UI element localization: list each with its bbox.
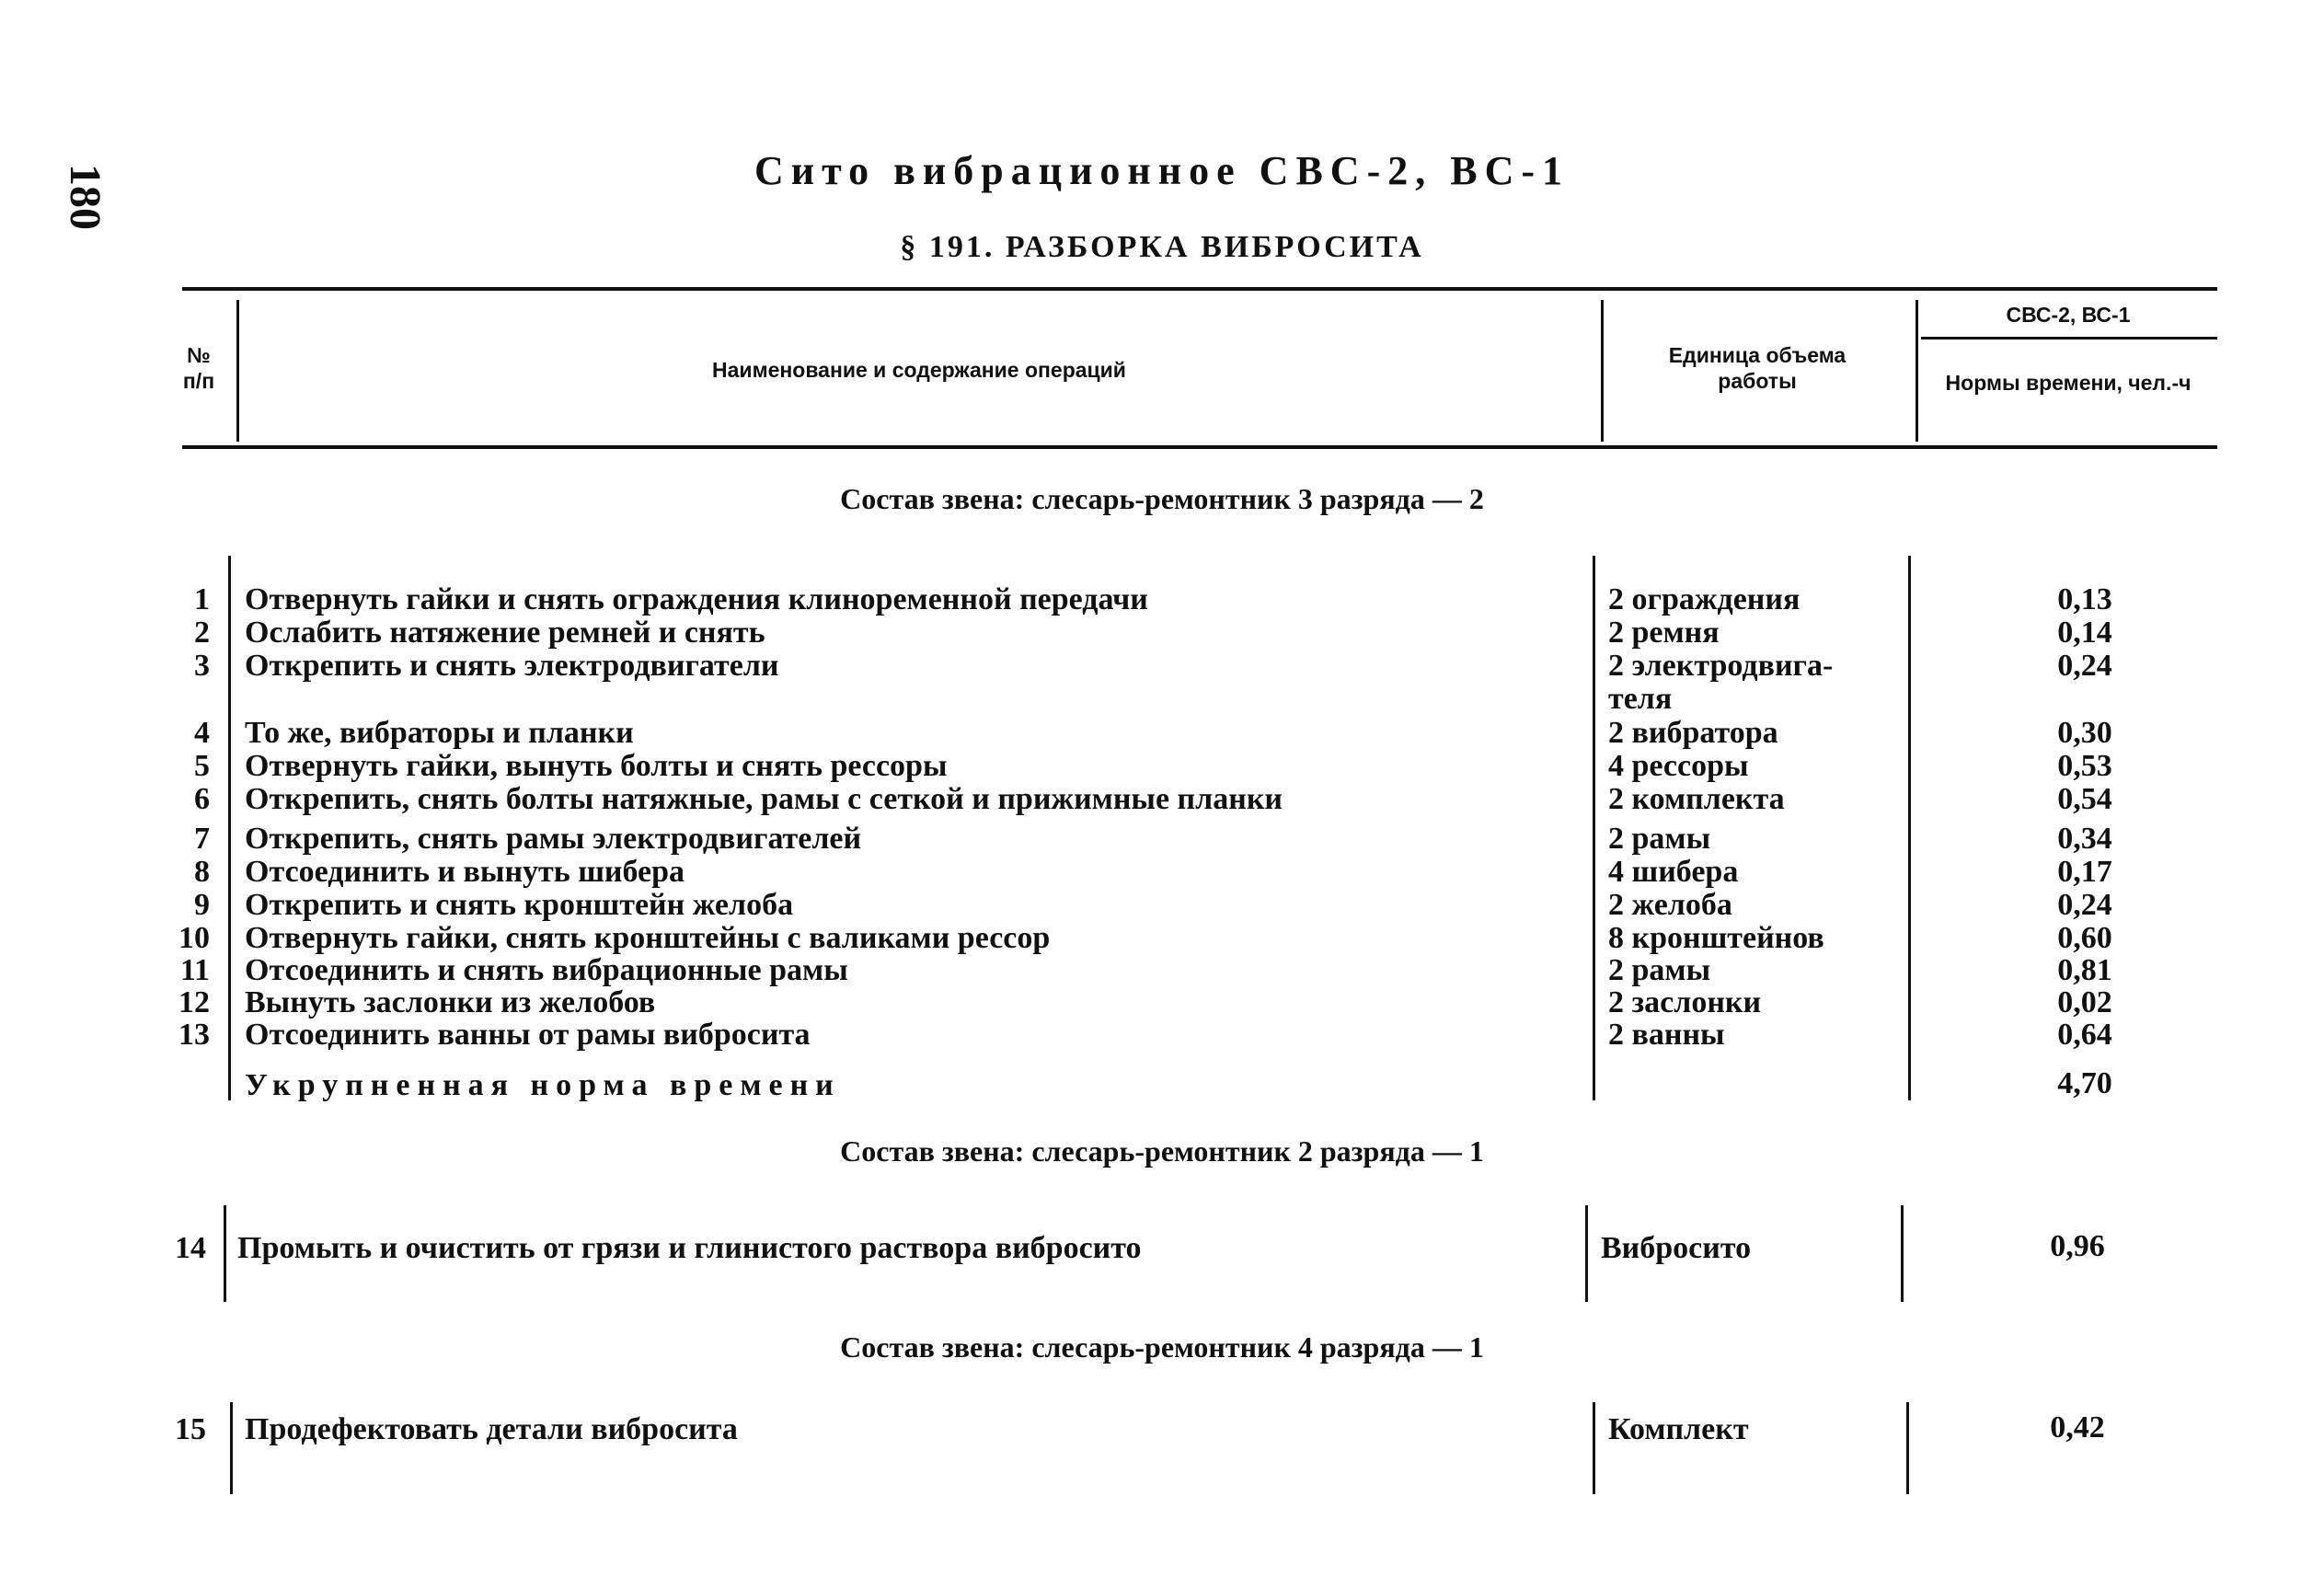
section-title: § 191. РАЗБОРКА ВИБРОСИТА (900, 230, 1424, 264)
header-split-rule (1921, 337, 2217, 340)
header-top-rule (182, 287, 2217, 291)
crew-heading-3: Состав звена: слесарь-ремонтник 4 разряда — 1 (840, 1330, 1484, 1364)
group1-divider-1 (228, 556, 231, 1100)
group3-divider-3 (1906, 1402, 1909, 1494)
group2-divider-1 (224, 1205, 226, 1302)
page-title: Сито вибрационное СВС-2, ВС-1 (754, 148, 1570, 193)
header-model: СВС-2, ВС-1 (2006, 303, 2131, 327)
group2-divider-2 (1585, 1205, 1588, 1302)
group1-divider-2 (1593, 556, 1595, 1100)
group2-divider-3 (1901, 1205, 1904, 1302)
header-divider-3 (1916, 300, 1918, 442)
crew-heading-2: Состав звена: слесарь-ремонтник 2 разряда — 1 (840, 1134, 1484, 1168)
total-value: 4,70 (2057, 1066, 2112, 1100)
group1-divider-3 (1908, 556, 1911, 1100)
header-divider-2 (1601, 300, 1604, 442)
header-num: № п/п (182, 343, 215, 393)
header-bottom-rule (182, 445, 2217, 449)
group3-divider-1 (230, 1402, 233, 1494)
header-divider-1 (236, 300, 239, 442)
total-label: Укрупненная норма времени (245, 1068, 841, 1102)
header-name: Наименование и содержание операций (712, 358, 1126, 382)
header-norm: Нормы времени, чел.-ч (1945, 371, 2192, 395)
page-number: 180 (61, 164, 109, 230)
header-unit: Единица объема работы (1668, 343, 1847, 393)
crew-heading-1: Состав звена: слесарь-ремонтник 3 разряда — 2 (840, 482, 1484, 515)
group3-divider-2 (1593, 1402, 1595, 1494)
